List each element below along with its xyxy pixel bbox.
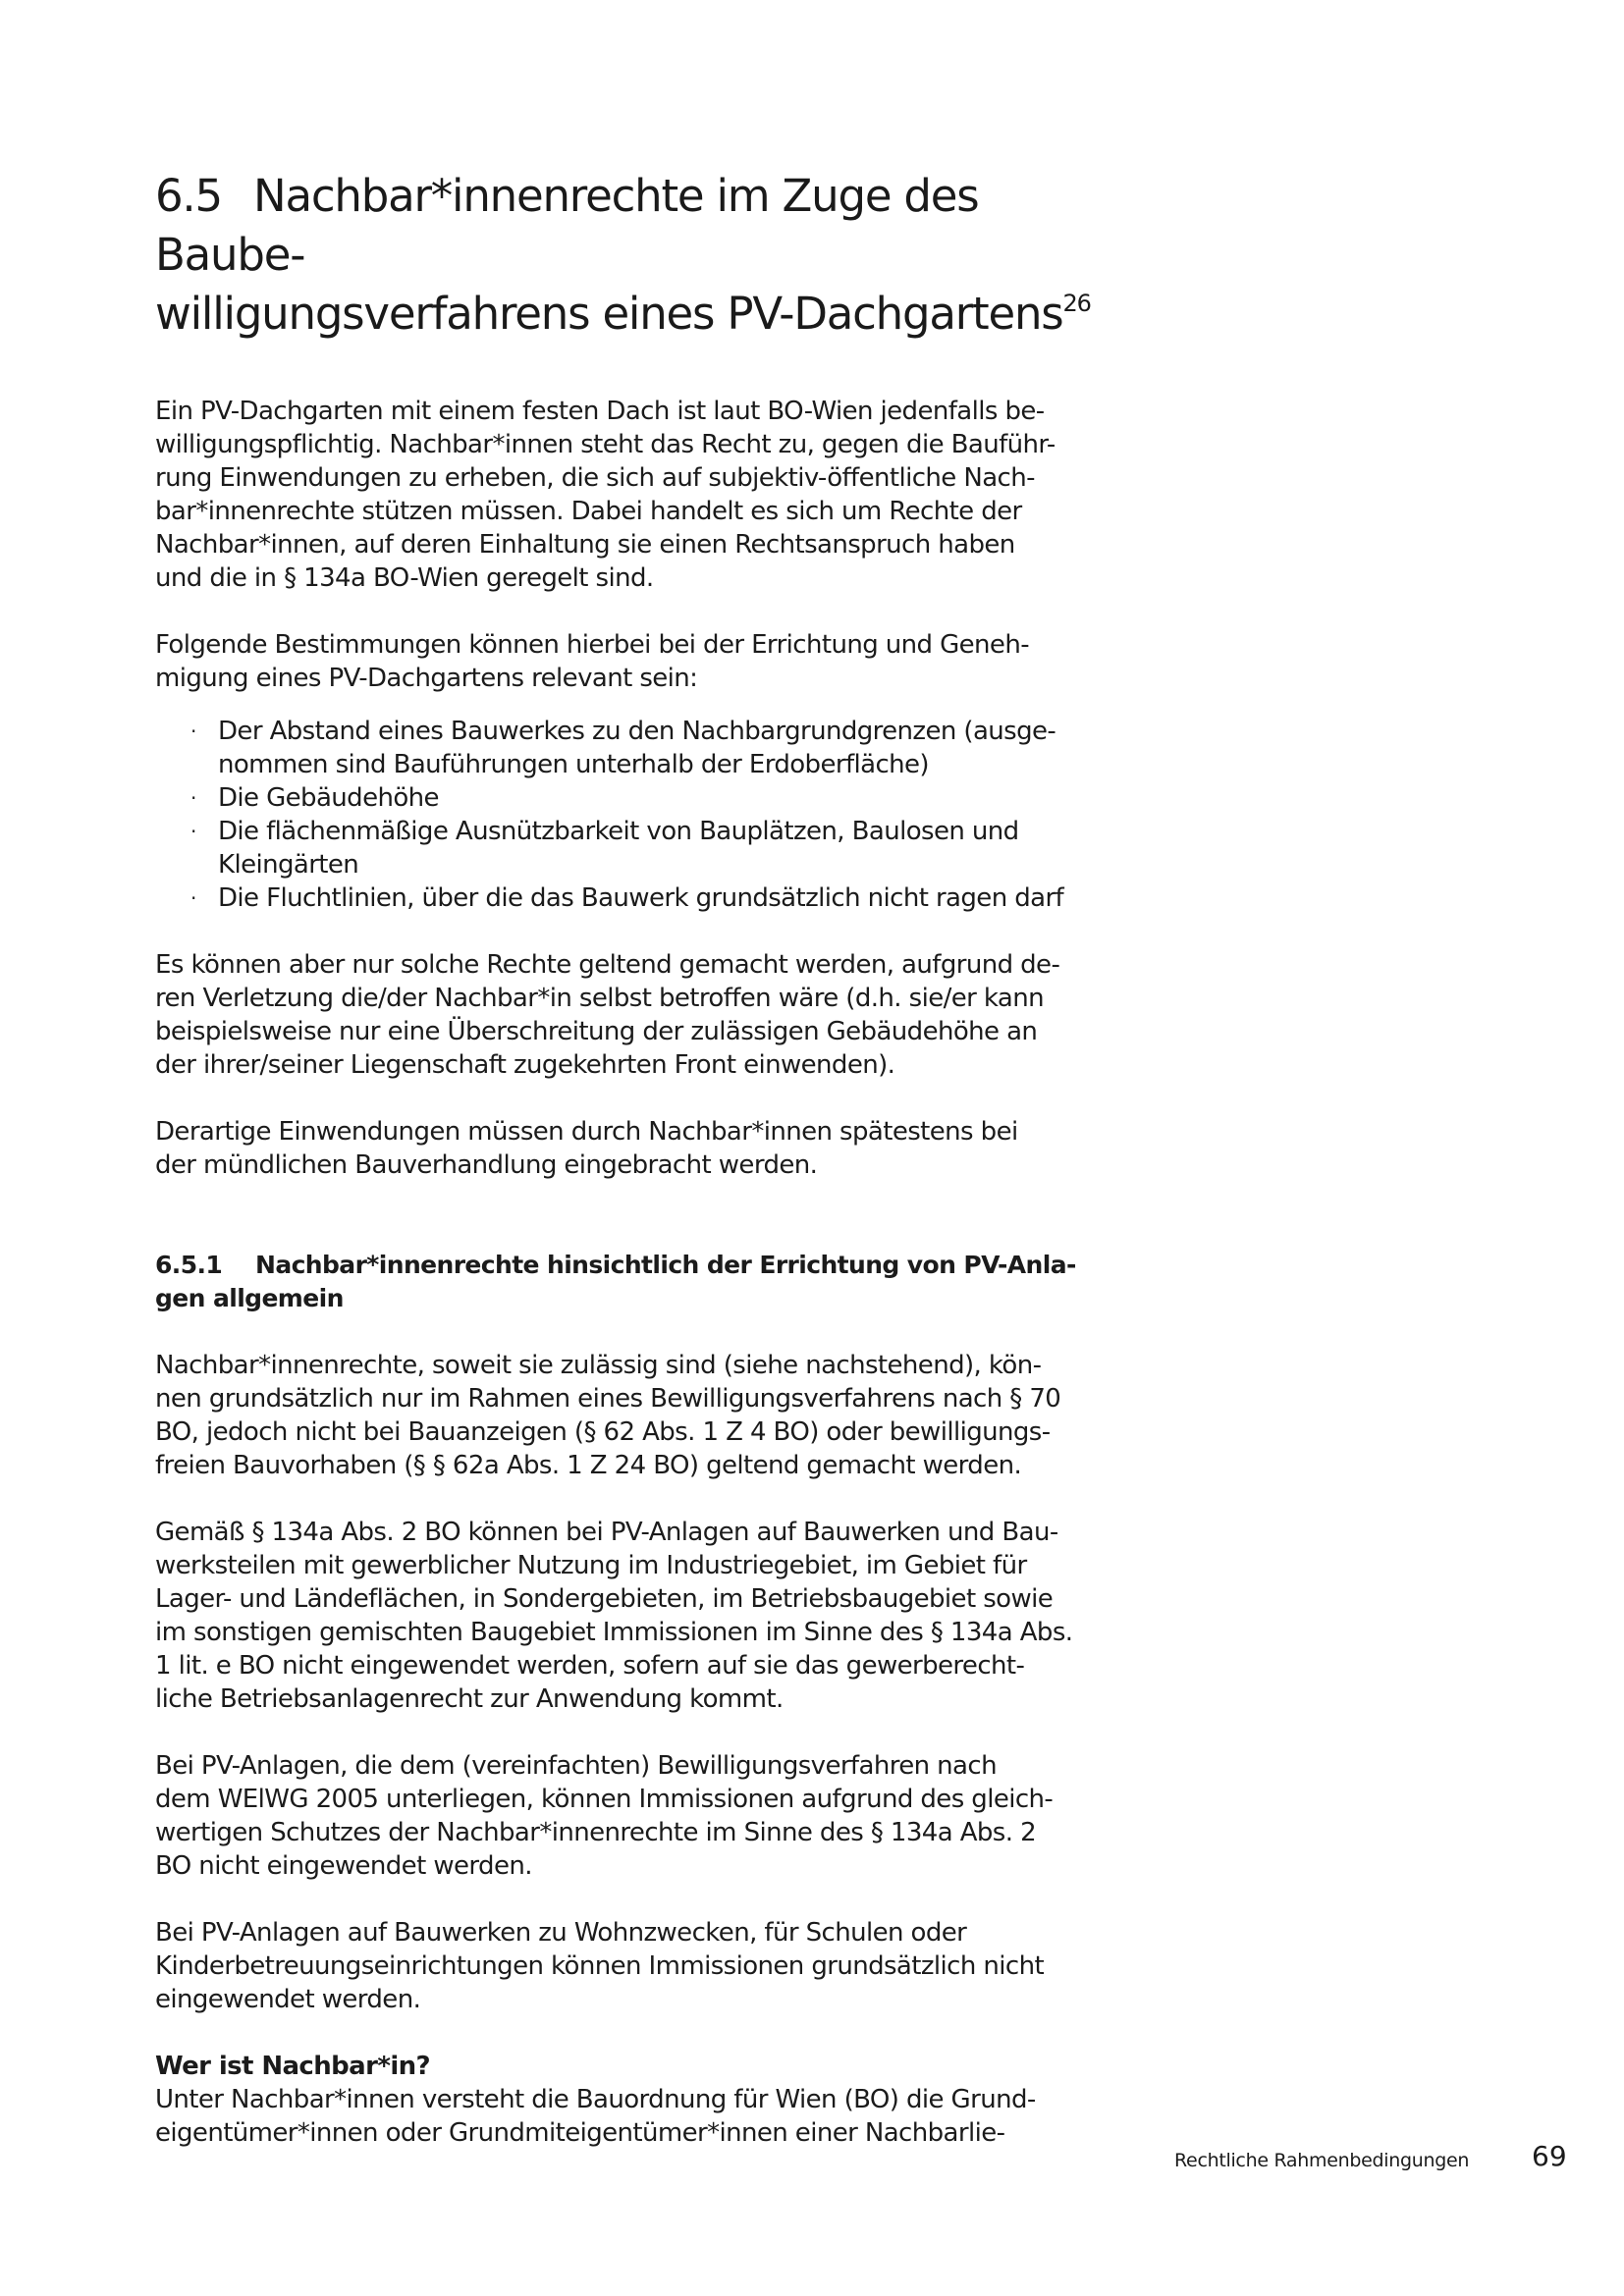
text-line: werksteilen mit gewerblicher Nutzung im Industriegebiet, im Gebiet für bbox=[155, 1551, 1027, 1580]
text-line: Unter Nachbar*innen versteht die Bauordnung für Wien (BO) die Grund- bbox=[155, 2085, 1036, 2114]
text-line: Die flächenmäßige Ausnützbarkeit von Bauplätzen, Baulosen und bbox=[218, 817, 1019, 846]
text-line: eingewendet werden. bbox=[155, 1985, 421, 2014]
section-title-text: willigungsverfahrens eines PV-Dachgartens bbox=[155, 288, 1063, 340]
text-line: Der Abstand eines Bauwerkes zu den Nachbargrundgrenzen (ausge- bbox=[218, 717, 1056, 746]
paragraph bbox=[155, 1749, 1098, 1883]
text-line: Die Fluchtlinien, über die das Bauwerk grundsätzlich nicht ragen darf bbox=[218, 883, 1064, 913]
text-line: willigungspflichtig. Nachbar*innen steht das Recht zu, gegen die Bauführ- bbox=[155, 430, 1056, 459]
section-title bbox=[155, 167, 1098, 344]
text-line: rung Einwendungen zu erheben, die sich auf subjektiv-öffentliche Nach- bbox=[155, 463, 1035, 493]
text-line: Bei PV-Anlagen, die dem (vereinfachten) Bewilligungsverfahren nach bbox=[155, 1751, 997, 1781]
bullet-list bbox=[155, 715, 1098, 915]
section-title-line bbox=[155, 170, 979, 281]
bullet-dot-icon: · bbox=[190, 786, 196, 810]
paragraph bbox=[155, 395, 1098, 595]
text-line: eigentümer*innen oder Grundmiteigentümer*innen einer Nachbarlie- bbox=[155, 2118, 1005, 2148]
list-item bbox=[155, 881, 1098, 915]
text-line: migung eines PV-Dachgartens relevant sein: bbox=[155, 664, 698, 693]
text-line: dem WElWG 2005 unterliegen, können Immissionen aufgrund des gleich- bbox=[155, 1785, 1054, 1814]
bullet-dot-icon: · bbox=[190, 886, 196, 910]
subsection-title-text: Nachbar*innenrechte hinsichtlich der Errichtung von PV-Anla- bbox=[255, 1251, 1076, 1279]
paragraph bbox=[155, 1916, 1098, 2016]
section-title-line bbox=[155, 288, 1091, 340]
list-item bbox=[155, 715, 1098, 781]
footnote-marker: 26 bbox=[1062, 290, 1091, 317]
section-number: 6.5 bbox=[155, 170, 222, 222]
text-line: nen grundsätzlich nur im Rahmen eines Bewilligungsverfahrens nach § 70 bbox=[155, 1384, 1061, 1414]
text-line: im sonstigen gemischten Baugebiet Immissionen im Sinne des § 134a Abs. bbox=[155, 1618, 1073, 1647]
subsection-title-text: gen allgemein bbox=[155, 1284, 344, 1312]
paragraph bbox=[155, 628, 1098, 695]
text-line: Die Gebäudehöhe bbox=[218, 783, 439, 813]
subsection-number: 6.5.1 bbox=[155, 1251, 223, 1279]
page-content bbox=[155, 167, 1098, 2150]
bullet-dot-icon: · bbox=[190, 720, 196, 743]
paragraph bbox=[155, 1516, 1098, 1716]
text-line: Folgende Bestimmungen können hierbei bei der Errichtung und Geneh- bbox=[155, 630, 1029, 660]
text-line: beispielsweise nur eine Überschreitung der zulässigen Gebäudehöhe an bbox=[155, 1017, 1038, 1046]
text-line: Ein PV-Dachgarten mit einem festen Dach ist laut BO-Wien jedenfalls be- bbox=[155, 397, 1045, 426]
paragraph bbox=[155, 1115, 1098, 1182]
text-line: BO, jedoch nicht bei Bauanzeigen (§ 62 Abs. 1 Z 4 BO) oder bewilligungs- bbox=[155, 1417, 1051, 1447]
question-heading: Wer ist Nachbar*in? bbox=[155, 2052, 431, 2081]
subsection-title-line bbox=[155, 1249, 1098, 1282]
list-item bbox=[155, 781, 1098, 815]
section-title-text: Nachbar*innenrechte im Zuge des Baube- bbox=[155, 170, 979, 281]
text-line: Bei PV-Anlagen auf Bauwerken zu Wohnzwecken, für Schulen oder bbox=[155, 1918, 967, 1948]
text-line: nommen sind Bauführungen unterhalb der Erdoberfläche) bbox=[218, 750, 929, 779]
text-line: Gemäß § 134a Abs. 2 BO können bei PV-Anlagen auf Bauwerken und Bau- bbox=[155, 1518, 1058, 1547]
text-line: Kleingärten bbox=[218, 850, 359, 880]
paragraph bbox=[155, 948, 1098, 1082]
list-item bbox=[155, 815, 1098, 881]
text-line: der ihrer/seiner Liegenschaft zugekehrten Front einwenden). bbox=[155, 1050, 895, 1080]
paragraph bbox=[155, 2050, 1098, 2150]
text-line: 1 lit. e BO nicht eingewendet werden, sofern auf sie das gewerberecht- bbox=[155, 1651, 1025, 1681]
text-line: BO nicht eingewendet werden. bbox=[155, 1851, 532, 1881]
footer-label: Rechtliche Rahmenbedingungen bbox=[1174, 2150, 1470, 2171]
text-line: liche Betriebsanlagenrecht zur Anwendung kommt. bbox=[155, 1684, 784, 1714]
subsection-title bbox=[155, 1249, 1098, 1315]
text-line: Lager- und Ländeflächen, in Sondergebieten, im Betriebsbaugebiet sowie bbox=[155, 1584, 1054, 1614]
text-line: wertigen Schutzes der Nachbar*innenrechte im Sinne des § 134a Abs. 2 bbox=[155, 1818, 1037, 1847]
text-line: und die in § 134a BO-Wien geregelt sind. bbox=[155, 563, 654, 593]
bullet-dot-icon: · bbox=[190, 820, 196, 843]
text-line: bar*innenrechte stützen müssen. Dabei handelt es sich um Rechte der bbox=[155, 497, 1022, 526]
text-line: Kinderbetreuungseinrichtungen können Immissionen grundsätzlich nicht bbox=[155, 1951, 1045, 1981]
text-line: der mündlichen Bauverhandlung eingebracht werden. bbox=[155, 1150, 818, 1180]
text-line: freien Bauvorhaben (§ § 62a Abs. 1 Z 24 BO) geltend gemacht werden. bbox=[155, 1451, 1022, 1480]
page-number: 69 bbox=[1532, 2140, 1567, 2172]
text-line: Derartige Einwendungen müssen durch Nachbar*innen spätestens bei bbox=[155, 1117, 1018, 1147]
paragraph bbox=[155, 1349, 1098, 1482]
text-line: ren Verletzung die/der Nachbar*in selbst betroffen wäre (d.h. sie/er kann bbox=[155, 984, 1044, 1013]
text-line: Nachbar*innen, auf deren Einhaltung sie einen Rechtsanspruch haben bbox=[155, 530, 1015, 560]
text-line: Nachbar*innenrechte, soweit sie zulässig sind (siehe nachstehend), kön- bbox=[155, 1351, 1042, 1380]
text-line: Es können aber nur solche Rechte geltend gemacht werden, aufgrund de- bbox=[155, 950, 1060, 980]
